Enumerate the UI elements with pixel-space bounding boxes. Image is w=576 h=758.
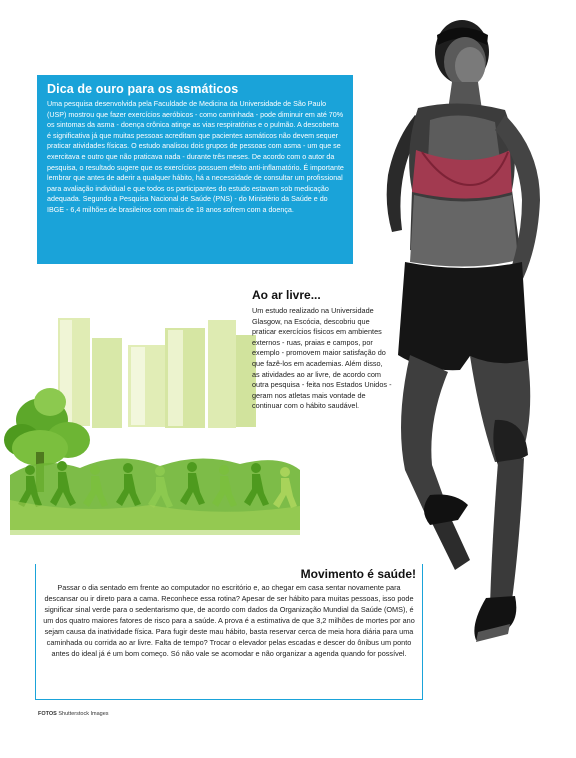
asthma-tip-title: Dica de ouro para os asmáticos <box>47 82 239 96</box>
movement-title: Movimento é saúde! <box>300 567 416 581</box>
asthma-tip-box <box>37 75 353 264</box>
outdoor-section <box>252 288 392 412</box>
asthma-tip-text: Uma pesquisa desenvolvida pela Faculdade de Medicina da Universidade de São Paulo (USP) mostrou que fazer exercícios aeróbicos - como caminhada - pode diminuir em até 70% os sintomas da asma - doença crônica atinge as vias respiratórias e o pulmão. A descoberta é significativa já que muitas pessoas acreditam que pacientes asmáticos não devem sequer praticar atividades físicas. O estudo analisou dois grupos de pessoas com asma - um que se exercitava e outro que não praticava nada - durante três meses. De acordo com o autor da pesquisa, o resultado sugere que os exercícios possuem efeito anti-inflamatório. É importante lembrar que antes de aderir a qualquer hábito, há a necessidade de consultar um profissional para avaliação individual e que todos os participantes do estudo estavam sob medicação adequada. Segundo a Pesquisa Nacional de Saúde (PNS) - do Ministério da Saúde e do IBGE - 6,4 milhões de brasileiros com mais de 18 anos sofrem com a doença. <box>47 100 344 214</box>
movement-text: Passar o dia sentado em frente ao computador no escritório e, ao chegar em casa sentar novamente para descansar ou ir direto para a cama. Reconhece essa rotina? Apesar de ser hábito para muitas pessoas, isso pode significar sinal verde para o sedentarismo que, de acordo com dados da Organização Mundial da Saúde (OMS), é um dos quatro maiores fatores de risco para a saúde. A prova é a estimativa de que 3,2 milhões de mortes por ano sejam causa da inatividade física. Para fugir deste mau hábito, basta reservar cerca de meia hora diária para uma caminhada ou corrida ao ar livre. Falta de tempo? Trocar o elevador pelas escadas e descer do ônibus um ponto antes do ideal já é um bom começo. Só não vale se acomodar e não organizar a agenda quando for possível. <box>43 583 415 658</box>
photo-credit-source: Shutterstock Images <box>58 711 109 717</box>
outdoor-text: Um estudo realizado na Universidade Glasgow, na Escócia, descobriu que praticar exercícios físicos em ambientes externos - ruas, praias e campos, por exemplo - promovem maior satisfação do que fazê-los em academias. Além disso, as atividades ao ar livre, de acordo com outra pesquisa - feita nos Estados Unidos - geram nos atletas mais vontade de continuar com o hábito saudável. <box>252 306 392 411</box>
runner-photo <box>387 20 540 642</box>
photo-credit <box>38 711 109 717</box>
outdoor-title: Ao ar livre... <box>252 288 321 302</box>
photo-credit-label: FOTOS <box>38 711 57 717</box>
buildings-illustration <box>58 318 256 428</box>
movement-box <box>35 564 423 700</box>
